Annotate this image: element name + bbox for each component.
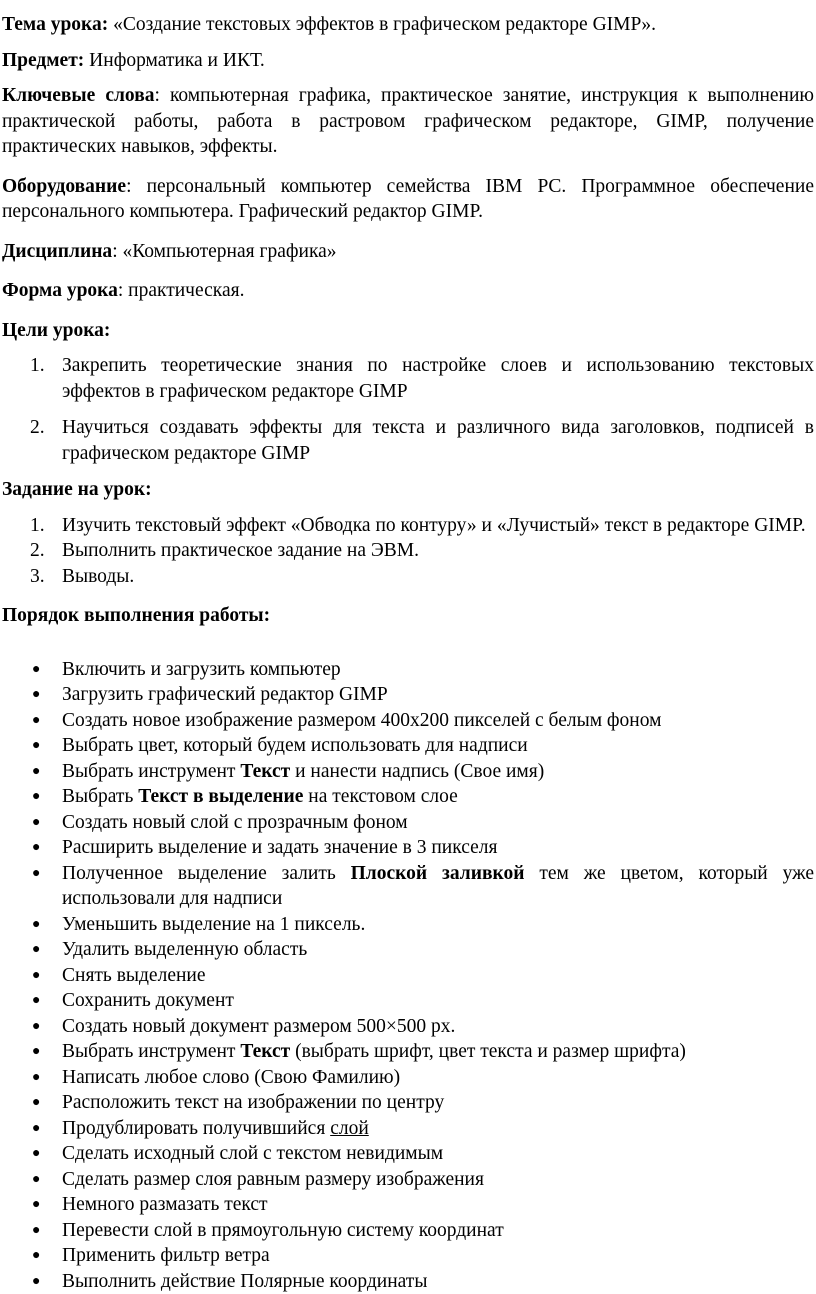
procedure-step — [2, 835, 814, 861]
step-text: Выбрать инструмент — [62, 761, 240, 782]
step-text-bold: Текст — [240, 1041, 290, 1062]
lesson-form-label: Форма урока — [2, 280, 118, 301]
lesson-form — [2, 278, 814, 304]
procedure-step — [2, 657, 814, 683]
goals-heading: Цели урока: — [2, 318, 814, 344]
bullet-icon: ● — [32, 835, 40, 861]
bullet-icon: ● — [32, 1269, 40, 1294]
list-number: 2. — [30, 538, 45, 564]
procedure-step — [2, 1167, 814, 1193]
procedure-step — [2, 1116, 814, 1142]
list-item-text: Закрепить теоретические знания по настройке слоев и использованию текстовых эффектов в графическом редакторе GIMP — [62, 355, 814, 402]
topic-label: Тема урока: — [2, 14, 108, 35]
procedure-step — [2, 1192, 814, 1218]
bullet-icon: ● — [32, 1218, 40, 1244]
bullet-icon: ● — [32, 912, 40, 938]
task-item — [2, 564, 814, 590]
step-text: Снять выделение — [62, 965, 206, 986]
step-text: Немного размазать текст — [62, 1194, 268, 1215]
lesson-subject — [2, 48, 814, 74]
procedure-step — [2, 1014, 814, 1040]
step-text: тем же цветом, который уже использовали для надписи — [62, 863, 814, 910]
step-text: Создать новое изображение размером 400х200 пикселей с белым фоном — [62, 710, 661, 731]
bullet-icon: ● — [32, 759, 40, 785]
bullet-icon: ● — [32, 988, 40, 1014]
step-text: Создать новый слой с прозрачным фоном — [62, 812, 408, 833]
procedure-step — [2, 682, 814, 708]
step-text: Перевести слой в прямоугольную систему координат — [62, 1220, 504, 1241]
lesson-discipline — [2, 239, 814, 265]
bullet-icon: ● — [32, 810, 40, 836]
step-text: (выбрать шрифт, цвет текста и размер шрифта) — [290, 1041, 686, 1062]
equipment-label: Оборудование — [2, 176, 126, 197]
list-number: 2. — [30, 415, 45, 441]
step-text: Выбрать инструмент — [62, 1041, 240, 1062]
procedure-step — [2, 988, 814, 1014]
step-text: Создать новый документ размером 500×500 px. — [62, 1016, 455, 1037]
keywords-label: Ключевые слова — [2, 85, 154, 106]
step-text: Удалить выделенную область — [62, 939, 307, 960]
bullet-icon: ● — [32, 1014, 40, 1040]
procedure-step — [2, 1141, 814, 1167]
procedure-step — [2, 1218, 814, 1244]
discipline-text: : «Компьютерная графика» — [112, 241, 336, 262]
step-text: Сделать размер слоя равным размеру изображения — [62, 1169, 484, 1190]
step-text-bold: Текст в выделение — [138, 786, 303, 807]
step-text-bold: Текст — [240, 761, 290, 782]
bullet-icon: ● — [32, 1065, 40, 1091]
equipment-text: : персональный компьютер семейства IBM PC. Программное обеспечение персонального компьютера. Графический редактор GIMP. — [2, 176, 814, 223]
step-link: слой — [330, 1118, 369, 1139]
step-text: Полученное выделение залить — [62, 863, 351, 884]
list-item-text: Научиться создавать эффекты для текста и различного вида заголовков, подписей в графическом редакторе GIMP — [62, 417, 814, 464]
list-item-text: Выполнить практическое задание на ЭВМ. — [62, 540, 419, 561]
step-text: Выполнить действие Полярные координаты — [62, 1271, 427, 1292]
step-text: Написать любое слово (Свою Фамилию) — [62, 1067, 400, 1088]
step-text: Включить и загрузить компьютер — [62, 659, 341, 680]
bullet-icon: ● — [32, 1167, 40, 1193]
bullet-icon: ● — [32, 784, 40, 810]
bullet-icon: ● — [32, 1243, 40, 1269]
list-number: 3. — [30, 564, 45, 590]
procedure-step — [2, 733, 814, 759]
step-text: Выбрать цвет, который будем использовать для надписи — [62, 735, 528, 756]
procedure-step — [2, 784, 814, 810]
keywords-text: : компьютерная графика, практическое занятие, инструкция к выполнению практической работы, работа в растровом графическом редакторе, GIMP, получение практических навыков, эффекты. — [2, 85, 814, 157]
discipline-label: Дисциплина — [2, 241, 112, 262]
subject-text: Информатика и ИКТ. — [84, 50, 265, 71]
procedure-step — [2, 810, 814, 836]
subject-label: Предмет: — [2, 50, 84, 71]
procedure-step — [2, 1065, 814, 1091]
bullet-icon: ● — [32, 1116, 40, 1142]
bullet-icon: ● — [32, 861, 40, 887]
lesson-equipment — [2, 174, 814, 225]
procedure-step — [2, 1090, 814, 1116]
lesson-keywords — [2, 83, 814, 160]
lesson-topic — [2, 12, 814, 38]
procedure-step — [2, 759, 814, 785]
procedure-step — [2, 1243, 814, 1269]
step-text-bold: Плоской заливкой — [351, 863, 525, 884]
tasks-heading: Задание на урок: — [2, 477, 814, 503]
bullet-icon: ● — [32, 937, 40, 963]
procedure-step — [2, 708, 814, 734]
step-text: Сделать исходный слой с текстом невидимым — [62, 1143, 443, 1164]
step-text: на текстовом слое — [303, 786, 457, 807]
topic-text: «Создание текстовых эффектов в графическом редакторе GIMP». — [108, 14, 656, 35]
bullet-icon: ● — [32, 657, 40, 683]
goal-item — [2, 353, 814, 404]
procedure-step — [2, 912, 814, 938]
step-text: и нанести надпись (Свое имя) — [290, 761, 544, 782]
task-item — [2, 513, 814, 539]
bullet-icon: ● — [32, 733, 40, 759]
bullet-icon: ● — [32, 1141, 40, 1167]
list-number: 1. — [30, 513, 45, 539]
procedure-heading: Порядок выполнения работы: — [2, 603, 814, 629]
bullet-icon: ● — [32, 963, 40, 989]
procedure-step — [2, 861, 814, 912]
list-item-text: Выводы. — [62, 566, 134, 587]
step-text: Продублировать получившийся — [62, 1118, 330, 1139]
bullet-icon: ● — [32, 1090, 40, 1116]
bullet-icon: ● — [32, 708, 40, 734]
list-item-text: Изучить текстовый эффект «Обводка по контуру» и «Лучистый» текст в редакторе GIMP. — [62, 515, 806, 536]
lesson-form-text: : практическая. — [118, 280, 245, 301]
goals-list — [2, 353, 814, 466]
task-item — [2, 538, 814, 564]
procedure-step — [2, 963, 814, 989]
bullet-icon: ● — [32, 1039, 40, 1065]
step-text: Сохранить документ — [62, 990, 234, 1011]
procedure-list — [2, 657, 814, 1294]
bullet-icon: ● — [32, 1192, 40, 1218]
bullet-icon: ● — [32, 682, 40, 708]
step-text: Выбрать — [62, 786, 138, 807]
tasks-list — [2, 513, 814, 590]
procedure-step — [2, 937, 814, 963]
procedure-step — [2, 1039, 814, 1065]
procedure-step — [2, 1269, 814, 1294]
step-text: Расширить выделение и задать значение в 3 пикселя — [62, 837, 497, 858]
step-text: Загрузить графический редактор GIMP — [62, 684, 388, 705]
step-text: Применить фильтр ветра — [62, 1245, 270, 1266]
list-number: 1. — [30, 353, 45, 379]
goal-item — [2, 415, 814, 466]
step-text: Расположить текст на изображении по центру — [62, 1092, 444, 1113]
step-text: Уменьшить выделение на 1 пиксель. — [62, 914, 365, 935]
